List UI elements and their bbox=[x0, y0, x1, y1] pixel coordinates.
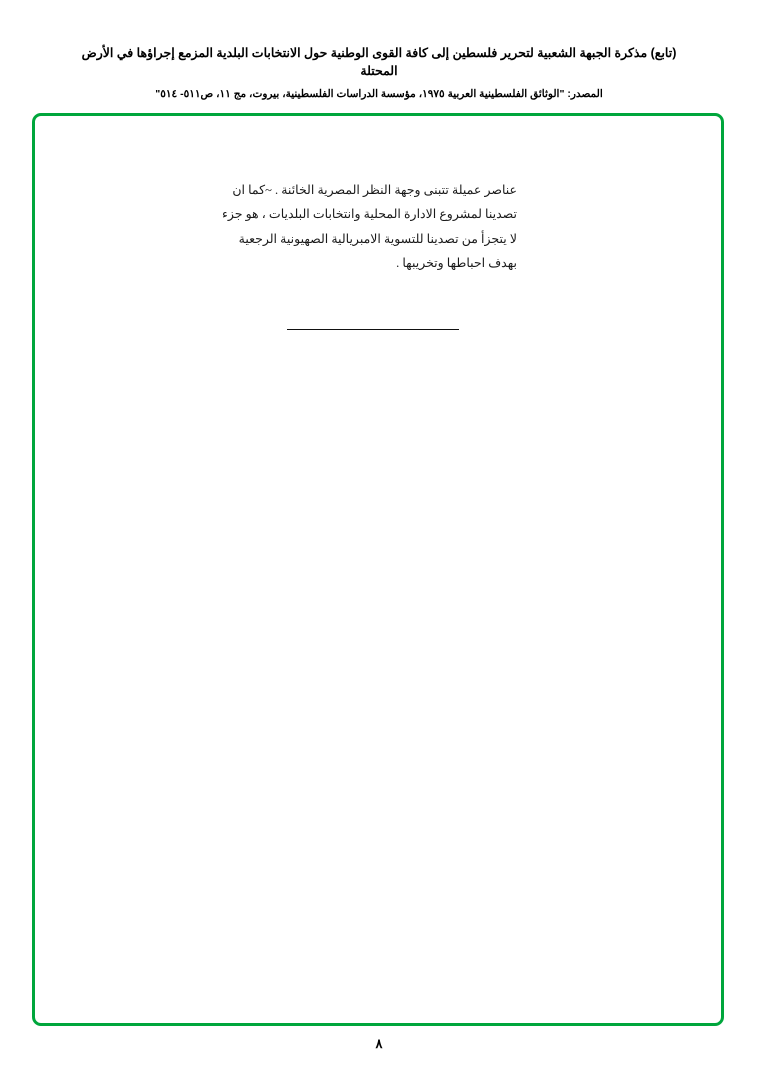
body-line-4: بهدف احباطها وتخريبها . bbox=[396, 256, 517, 271]
body-line-2: تصدينا لمشروع الادارة المحلية وانتخابات البلديات ، هو جزء bbox=[221, 207, 517, 222]
body-line-3: لا يتجزأ من تصدينا للتسوية الامبريالية الصهيونية الرجعية bbox=[238, 231, 517, 246]
scanned-page-frame bbox=[32, 113, 724, 1026]
header-title: (تابع) مذكرة الجبهة الشعبية لتحرير فلسطين إلى كافة القوى الوطنية حول الانتخابات البلدية المزمع إجراؤها في الأرض المحتلة bbox=[81, 46, 677, 79]
header-source-line: المصدر: "الوثائق الفلسطينية العربية ١٩٧٥، مؤسسة الدراسات الفلسطينية، بيروت، مج ١١، ص٥١١- ٥١٤" bbox=[155, 88, 603, 101]
body-line-1: عناصر عميلة تتبنى وجهة النظر المصرية الخائنة . ~كما ان bbox=[232, 183, 517, 197]
body-paragraph bbox=[215, 178, 517, 276]
document-header bbox=[0, 44, 758, 102]
horizontal-divider-rule bbox=[287, 329, 459, 330]
page-number: ٨ bbox=[375, 1036, 383, 1051]
